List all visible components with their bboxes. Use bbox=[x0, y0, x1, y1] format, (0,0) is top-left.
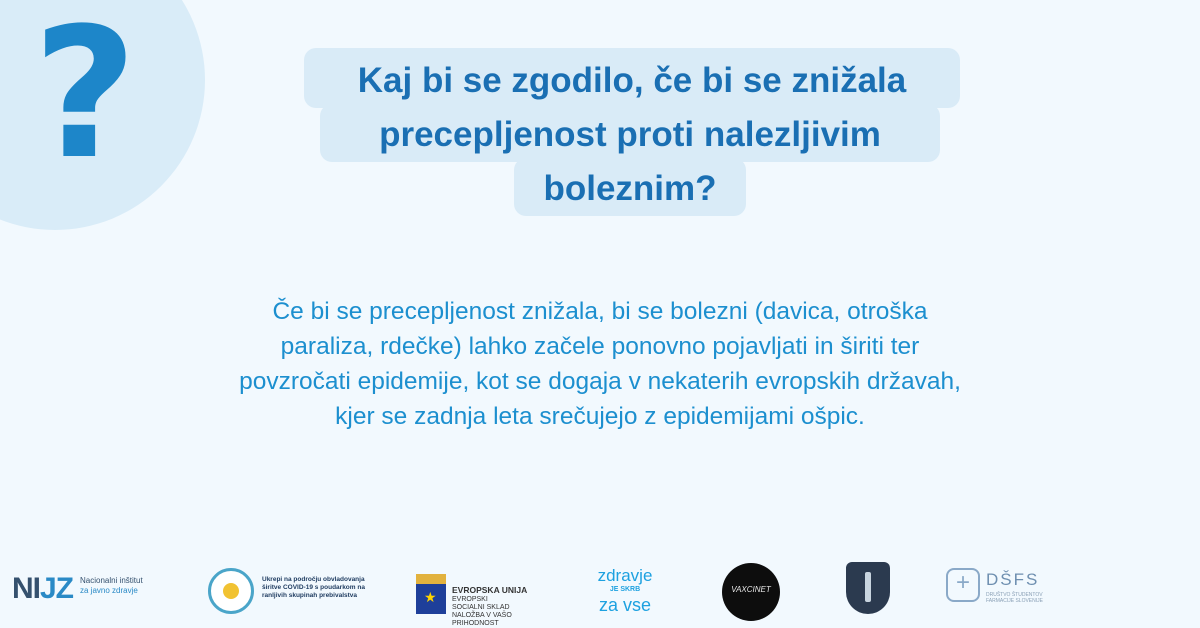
covid-project-text: Ukrepi na področju obvladovanja širitve COVID-19 s poudarkom na ranljivih skupinah prebivalstva bbox=[262, 576, 365, 599]
eu-fund-logo bbox=[416, 574, 546, 627]
eu-fund-text: EVROPSKA UNIJA EVROPSKI SOCIALNI SKLAD NALOŽBA V VAŠO PRIHODNOST bbox=[452, 585, 528, 627]
title-line-1: Kaj bi se zgodilo, če bi se znižala bbox=[304, 48, 960, 108]
answer-line-1: Če bi se precepljenost znižala, bi se bolezni (davica, otroška bbox=[272, 298, 928, 325]
question-mark-icon: ? bbox=[32, 0, 138, 199]
answer-line-2: paraliza, rdečke) lahko začele ponovno pojavljati in širiti ter bbox=[280, 333, 920, 360]
answer-line-4: kjer se zadnja leta srečujejo z epidemijami ošpic. bbox=[335, 403, 865, 430]
dsfs-logo: + DŠFS DRUŠTVO ŠTUDENTOV FARMACIJE SLOVENIJE bbox=[946, 568, 1066, 616]
answer-paragraph bbox=[100, 294, 1100, 434]
zdravje-je-skrb-za-vse-logo: zdravje JE SKRB za vse bbox=[597, 566, 653, 615]
vaxcinet-logo: VAXCINET bbox=[722, 563, 780, 621]
nijz-text: Nacionalni inštitut za javno zdravje bbox=[80, 576, 143, 595]
covid-badge-icon bbox=[208, 568, 254, 614]
dsfs-mark-icon bbox=[946, 568, 980, 602]
eu-accent-bar bbox=[416, 574, 446, 584]
title-line-2: precepljenost proti nalezljivim bbox=[320, 104, 940, 162]
eu-flag-icon bbox=[416, 584, 446, 614]
title-line-3: boleznim? bbox=[514, 158, 746, 216]
page-title bbox=[300, 48, 960, 218]
shield-syringe-icon bbox=[846, 562, 890, 620]
nijz-mark: NIJZ bbox=[12, 572, 74, 605]
answer-line-3: povzročati epidemije, kot se dogaja v nekaterih evropskih državah, bbox=[239, 368, 961, 395]
covid-project-logo bbox=[208, 568, 368, 620]
